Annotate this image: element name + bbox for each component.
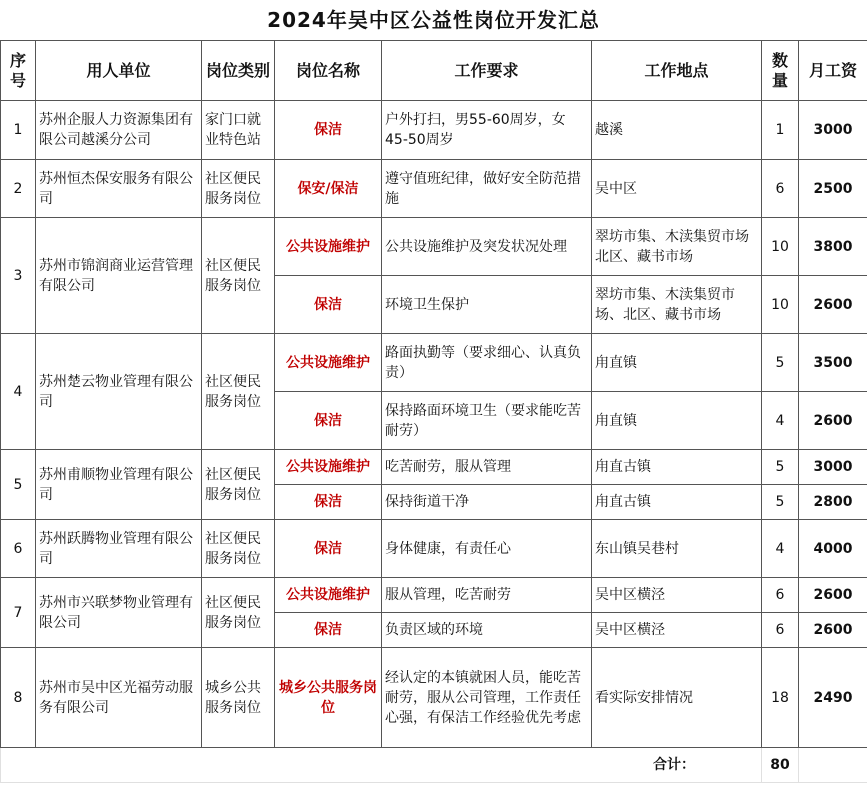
row-position: 保洁 [275, 485, 382, 520]
row-category: 家门口就业特色站 [202, 101, 275, 160]
row-requirement: 路面执勤等（要求细心、认真负责） [382, 334, 592, 392]
row-location: 甪直镇 [592, 392, 762, 450]
row-requirement: 公共设施维护及突发状况处理 [382, 218, 592, 276]
total-value: 80 [762, 748, 799, 783]
row-wage: 2600 [799, 276, 867, 334]
row-location: 看实际安排情况 [592, 648, 762, 748]
header-wage: 月工资 [799, 41, 867, 101]
row-employer: 苏州企服人力资源集团有限公司越溪分公司 [36, 101, 202, 160]
table-row [1, 450, 867, 485]
total-label: 合计： [1, 748, 762, 783]
row-requirement: 户外打扫，男55-60周岁，女45-50周岁 [382, 101, 592, 160]
table-row [1, 520, 867, 578]
header-category: 岗位类别 [202, 41, 275, 101]
row-count: 1 [762, 101, 799, 160]
row-no: 3 [1, 218, 36, 334]
row-employer: 苏州恒杰保安服务有限公司 [36, 160, 202, 218]
row-location: 吴中区 [592, 160, 762, 218]
row-count: 10 [762, 218, 799, 276]
row-wage: 2500 [799, 160, 867, 218]
row-location: 甪直古镇 [592, 485, 762, 520]
header-row [1, 41, 867, 101]
row-category: 社区便民服务岗位 [202, 218, 275, 334]
row-no: 8 [1, 648, 36, 748]
row-position: 公共设施维护 [275, 450, 382, 485]
row-employer: 苏州甫顺物业管理有限公司 [36, 450, 202, 520]
row-no: 6 [1, 520, 36, 578]
page-title: 2024年吴中区公益性岗位开发汇总 [267, 8, 600, 32]
row-requirement: 经认定的本镇就困人员，能吃苦耐劳，服从公司管理，工作责任心强，有保洁工作经验优先考虑 [382, 648, 592, 748]
row-employer: 苏州市锦润商业运营管理有限公司 [36, 218, 202, 334]
row-employer: 苏州市兴联梦物业管理有限公司 [36, 578, 202, 648]
row-location: 吴中区横泾 [592, 578, 762, 613]
row-wage: 3500 [799, 334, 867, 392]
positions-table [0, 40, 867, 783]
header-no: 序号 [1, 41, 36, 101]
row-no: 1 [1, 101, 36, 160]
row-location: 东山镇吴巷村 [592, 520, 762, 578]
row-count: 4 [762, 520, 799, 578]
row-count: 4 [762, 392, 799, 450]
header-position: 岗位名称 [275, 41, 382, 101]
row-wage: 4000 [799, 520, 867, 578]
row-count: 18 [762, 648, 799, 748]
row-count: 10 [762, 276, 799, 334]
row-requirement: 服从管理，吃苦耐劳 [382, 578, 592, 613]
row-requirement: 吃苦耐劳，服从管理 [382, 450, 592, 485]
row-category: 城乡公共服务岗位 [202, 648, 275, 748]
row-position: 保洁 [275, 276, 382, 334]
row-location: 吴中区横泾 [592, 613, 762, 648]
row-no: 4 [1, 334, 36, 450]
row-location: 翠坊市集、木渎集贸市场、北区、藏书市场 [592, 276, 762, 334]
row-count: 6 [762, 160, 799, 218]
row-wage: 2600 [799, 578, 867, 613]
row-count: 5 [762, 485, 799, 520]
row-count: 6 [762, 613, 799, 648]
row-requirement: 保持街道干净 [382, 485, 592, 520]
row-category: 社区便民服务岗位 [202, 520, 275, 578]
row-employer: 苏州市吴中区光福劳动服务有限公司 [36, 648, 202, 748]
row-requirement: 身体健康，有责任心 [382, 520, 592, 578]
row-count: 5 [762, 450, 799, 485]
table-row [1, 101, 867, 160]
row-category: 社区便民服务岗位 [202, 450, 275, 520]
total-empty-cell [799, 748, 867, 783]
table-row [1, 160, 867, 218]
row-position: 公共设施维护 [275, 218, 382, 276]
row-wage: 2600 [799, 613, 867, 648]
row-location: 甪直古镇 [592, 450, 762, 485]
table-row [1, 218, 867, 276]
row-wage: 2800 [799, 485, 867, 520]
row-position: 保洁 [275, 392, 382, 450]
row-position: 保洁 [275, 613, 382, 648]
row-employer: 苏州跃腾物业管理有限公司 [36, 520, 202, 578]
table-row [1, 648, 867, 748]
row-location: 翠坊市集、木渎集贸市场北区、藏书市场 [592, 218, 762, 276]
header-employer: 用人单位 [36, 41, 202, 101]
row-requirement: 保持路面环境卫生（要求能吃苦耐劳） [382, 392, 592, 450]
row-requirement: 环境卫生保护 [382, 276, 592, 334]
table-row [1, 334, 867, 392]
header-location: 工作地点 [592, 41, 762, 101]
row-requirement: 遵守值班纪律，做好安全防范措施 [382, 160, 592, 218]
row-position: 城乡公共服务岗位 [275, 648, 382, 748]
row-wage: 2600 [799, 392, 867, 450]
row-wage: 3000 [799, 450, 867, 485]
row-location: 越溪 [592, 101, 762, 160]
row-category: 社区便民服务岗位 [202, 160, 275, 218]
row-wage: 3800 [799, 218, 867, 276]
row-position: 保安/保洁 [275, 160, 382, 218]
row-count: 5 [762, 334, 799, 392]
row-wage: 3000 [799, 101, 867, 160]
row-position: 保洁 [275, 520, 382, 578]
row-position: 保洁 [275, 101, 382, 160]
row-position: 公共设施维护 [275, 578, 382, 613]
total-row [1, 748, 867, 783]
header-requirement: 工作要求 [382, 41, 592, 101]
table-row [1, 578, 867, 613]
row-category: 社区便民服务岗位 [202, 334, 275, 450]
row-requirement: 负责区域的环境 [382, 613, 592, 648]
header-count: 数量 [762, 41, 799, 101]
row-employer: 苏州楚云物业管理有限公司 [36, 334, 202, 450]
row-location: 甪直镇 [592, 334, 762, 392]
row-count: 6 [762, 578, 799, 613]
row-no: 5 [1, 450, 36, 520]
row-category: 社区便民服务岗位 [202, 578, 275, 648]
row-no: 2 [1, 160, 36, 218]
row-wage: 2490 [799, 648, 867, 748]
row-no: 7 [1, 578, 36, 648]
row-position: 公共设施维护 [275, 334, 382, 392]
